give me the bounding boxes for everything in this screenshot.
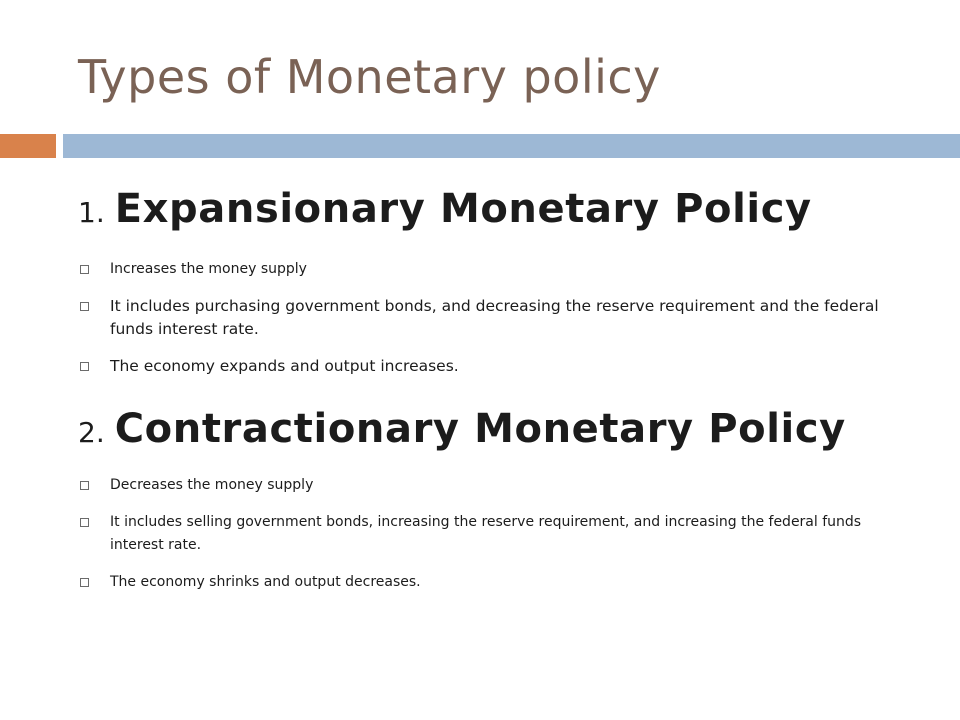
list-item [78,355,898,378]
section-number: 1. [78,196,105,229]
square-bullet-icon [80,481,89,490]
contractionary-bullet-list [78,474,898,608]
section-heading-label: Contractionary Monetary Policy [114,406,846,452]
section-number: 2. [78,416,105,449]
square-bullet-icon [80,302,89,311]
section-heading-expansionary [78,186,812,232]
list-item [78,571,898,594]
square-bullet-icon [80,362,89,371]
list-item [78,511,898,557]
bullet-text: Increases the money supply [110,261,307,277]
bullet-text: The economy expands and output increases. [110,357,459,375]
list-item [78,474,898,497]
title-accent-bar-orange [0,134,56,158]
square-bullet-icon [80,518,89,527]
section-heading-label: Expansionary Monetary Policy [114,186,812,232]
square-bullet-icon [80,265,89,274]
square-bullet-icon [80,578,89,587]
bullet-text: The economy shrinks and output decreases. [110,574,421,590]
list-item [78,295,898,341]
bullet-text: It includes selling government bonds, increasing the reserve requirement, and increasing the federal funds interest rate. [110,514,862,553]
list-item [78,258,898,281]
bullet-text: It includes purchasing government bonds, and decreasing the reserve requirement and the federal funds interest rate. [110,297,879,338]
slide-title: Types of Monetary policy [78,50,661,104]
expansionary-bullet-list [78,258,898,392]
title-accent-bar-blue [63,134,960,158]
bullet-text: Decreases the money supply [110,477,314,493]
section-heading-contractionary [78,406,846,452]
